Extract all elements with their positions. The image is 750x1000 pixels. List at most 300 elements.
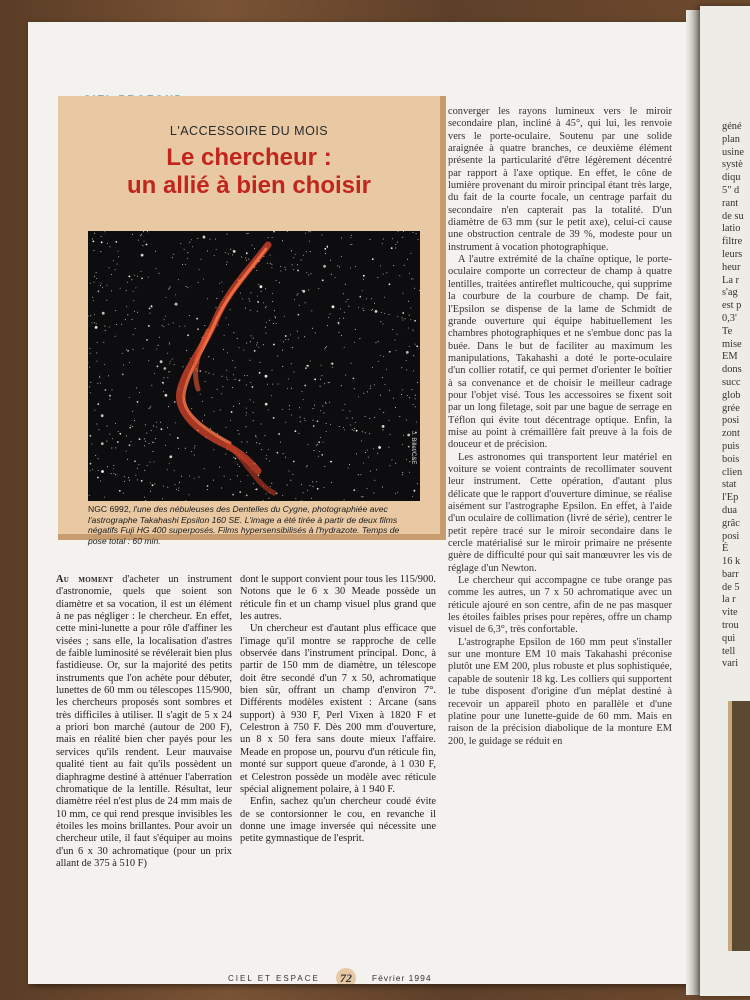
star [230,479,231,480]
star [345,375,346,376]
star [150,407,151,408]
star [393,398,394,399]
star [223,349,224,350]
star [97,383,98,384]
star [132,319,133,320]
star [100,285,101,286]
star [89,348,90,349]
star [232,494,234,496]
star [192,246,193,247]
star [291,250,292,251]
star [315,332,316,333]
star [395,493,396,494]
star [189,494,190,495]
star [263,500,264,501]
star [398,231,399,232]
star [137,479,138,480]
star [194,478,195,479]
star [141,480,143,482]
star [326,431,327,432]
next-page-line: est p [722,300,742,312]
star [348,468,349,469]
star [308,231,309,232]
star [237,338,238,339]
star [137,401,139,403]
star [407,259,408,260]
star [97,342,98,343]
star [241,257,242,258]
star [278,384,279,385]
article-column-2 [240,574,436,846]
star [416,233,417,234]
star [389,434,390,435]
star [402,474,403,475]
star [402,472,403,473]
star [299,407,300,408]
star [324,466,325,467]
star [240,481,241,482]
star [168,324,169,325]
star [133,300,134,301]
star [344,499,345,500]
star [99,376,100,377]
star [207,298,208,299]
star [399,416,400,417]
star [111,448,112,449]
star [316,445,317,446]
star [132,426,133,427]
star [250,382,251,383]
star [397,316,398,317]
star [389,465,390,466]
star [419,290,420,291]
star [362,308,363,309]
star [178,448,179,449]
star [374,480,375,481]
next-page-line: rant [722,197,739,209]
star [406,420,407,421]
star [406,459,407,460]
star [253,483,254,484]
star [306,365,307,366]
star [172,257,173,258]
star [91,322,92,323]
star [372,309,373,310]
star [323,413,324,414]
star [163,377,164,378]
star [150,462,151,463]
star [362,290,363,291]
star [300,421,301,422]
star [389,390,390,391]
next-page-line: puis [722,440,740,452]
star [409,273,410,274]
star [246,260,247,261]
star [163,486,164,487]
star [313,408,314,409]
star [303,492,304,493]
star [125,319,126,320]
star [330,260,331,261]
star [105,389,107,391]
star [408,328,409,329]
star [161,428,163,430]
star [373,448,374,449]
star [397,334,398,335]
star [214,411,215,412]
star [250,360,251,361]
star [382,243,383,244]
star [160,422,161,423]
star [308,366,309,367]
star [308,444,309,445]
star [144,497,145,498]
star [109,267,110,268]
star [265,403,268,406]
star [155,438,156,439]
star [164,319,165,320]
star [200,394,201,395]
star [305,302,306,303]
star [96,272,97,273]
star [115,310,116,311]
star [305,420,306,421]
star [299,305,300,306]
star [406,360,407,361]
star [271,395,272,396]
star [138,240,139,241]
star [147,231,148,232]
star [174,470,175,471]
star [245,258,246,259]
star [227,379,228,380]
star [301,500,302,501]
star [325,253,326,254]
star [365,432,366,433]
star [169,463,170,464]
next-page-line: latio [722,223,741,235]
star [95,326,98,329]
star [247,375,248,376]
star [221,282,222,283]
star [258,347,259,348]
star [146,244,148,246]
star [222,291,223,292]
star [291,388,292,389]
star [175,422,176,423]
star [194,448,195,449]
star [287,485,288,486]
star [366,298,367,299]
star [143,348,144,349]
star [391,247,393,249]
star [134,420,135,421]
star [208,356,209,357]
star [169,342,170,343]
star [341,335,342,336]
star [307,365,309,367]
star [94,322,95,323]
star [332,363,334,365]
star [127,282,128,283]
star [331,482,332,483]
star [228,324,229,325]
star [107,426,108,427]
star [252,245,253,246]
star [332,362,333,363]
star [325,402,326,403]
star [130,425,131,426]
star [256,488,258,490]
star [117,264,118,265]
star [319,451,320,452]
star [203,279,204,280]
star [340,308,341,309]
star [226,264,227,265]
star [348,306,349,307]
star [255,489,256,490]
star [182,366,183,367]
star [297,295,298,296]
star [99,377,100,378]
star [313,486,314,487]
star [151,430,152,431]
star [327,325,328,326]
page-footer [228,968,528,984]
star [275,317,276,318]
star [265,307,266,308]
star [124,476,125,477]
star [280,266,281,267]
star [115,447,116,448]
star [265,288,266,289]
star [137,312,138,313]
star [374,417,375,418]
star [147,465,148,466]
star [267,384,268,385]
star [189,315,190,316]
star [239,347,240,348]
star [118,251,119,252]
star [226,377,227,378]
star [343,318,344,319]
star [207,251,208,252]
star [153,451,154,452]
star [323,265,326,268]
star [402,237,403,238]
star [257,342,258,343]
star [217,389,218,390]
star [374,384,375,385]
star [361,496,362,497]
star [165,297,166,298]
star [329,402,330,403]
star [237,430,238,431]
star [344,404,345,405]
star [326,423,327,424]
star [358,396,359,397]
star [352,429,353,430]
star [227,234,228,235]
star [141,278,143,280]
star [104,326,105,327]
star [233,332,234,333]
star [273,231,275,233]
star [97,424,98,425]
star [178,488,179,489]
star [179,326,180,327]
star [146,433,147,434]
star [413,232,414,233]
star [404,265,405,266]
next-page-line: 16 k [722,556,741,568]
star [218,325,219,326]
star [104,364,105,365]
star [287,388,288,389]
star [142,245,143,246]
star [367,391,368,392]
star [345,284,346,285]
caption-object-id: NGC 6992, [88,504,131,514]
star [148,360,149,361]
star [380,355,381,356]
star [132,411,133,412]
star [363,463,364,464]
star [411,389,412,390]
star [153,461,154,462]
star [178,490,179,491]
next-page-line: heur [722,261,741,273]
star [289,405,290,406]
star [252,386,254,388]
star [331,363,332,364]
star [103,342,104,343]
star [169,363,170,364]
star [285,267,286,268]
star [370,471,371,472]
star [185,448,186,449]
star [249,298,250,299]
star [199,477,200,478]
star [290,334,291,335]
star [170,361,171,362]
star [271,267,272,268]
star [354,342,355,343]
star [356,453,357,454]
star [225,454,226,455]
star [109,399,110,400]
star [230,249,231,250]
next-page-line: zont [722,428,740,440]
star [272,384,273,385]
star [408,301,409,302]
star [285,422,286,423]
star [133,334,134,335]
star [269,498,270,499]
next-page-line: É [722,543,729,555]
star [139,438,141,440]
star [221,393,222,394]
star [101,470,104,473]
star [415,344,416,345]
star [337,265,338,266]
star [314,450,315,451]
footer-date: Février 1994 [371,973,432,983]
star [320,437,321,438]
star [225,252,226,253]
star [383,356,384,357]
star [268,409,269,410]
star [239,491,241,493]
star [207,485,209,487]
star [98,470,99,471]
star [269,461,270,462]
star [169,455,172,458]
star [140,235,141,236]
star [402,317,403,318]
star [402,444,403,445]
star [239,380,241,382]
next-page-line: posi [722,415,740,427]
star [266,458,267,459]
star [312,328,313,329]
star [248,233,249,234]
star [263,302,264,303]
star [253,412,254,413]
star [127,314,128,315]
star [389,314,390,315]
star [247,475,248,476]
next-page-line: glob [722,389,741,401]
star [409,346,410,347]
star [108,375,109,376]
star [153,425,154,426]
next-page-line: vite [722,607,738,619]
star [91,443,92,444]
star [155,251,156,252]
footer-magazine-name: CIEL ET ESPACE [228,973,320,983]
star [322,406,323,407]
star [272,301,273,302]
star [151,305,153,307]
next-page-line: clien [722,466,743,478]
star [272,237,273,238]
column-3-paragraph-2: A l'autre extrémité de la chaîne optique, le porte-oculaire comporte un correcteur de champ à quatre lentilles, traitées antireflet multicouche, qui supprime la courbure de la courbure de champ. De fait, l'Epsilon se dispense de la lame de Schmidt de grande ouverture qui équipe habituellement les chambres photographiques et ne s'embue donc pas la buée. Dans le but de faciliter au maximum les manipulations, Takahashi a doté le porte-oculaire d'un collier rotatif, ce qui permet d'orienter le boîtier à sa convenance et de choisir le meilleur cadrage pour l'objet visé. Tous les accessoires se fixent soit par un long filetage, soit par une bague de serrage en Téflon qui évite tout décentrage optique. Enfin, la mise au point à crémaillère fait preuve à la fois de douceur et de précision. [448,254,672,451]
star [230,420,231,421]
star [119,433,121,435]
star [405,318,406,319]
star [90,315,91,316]
star [245,308,246,309]
star [137,468,138,469]
next-page-line: stat [722,479,737,491]
star [145,500,146,501]
star [144,470,145,471]
star [414,288,415,289]
next-page-line: vari [722,658,739,670]
star [363,393,364,394]
star [95,455,96,456]
star [397,242,398,243]
star [145,441,146,442]
star [384,384,385,385]
star [257,296,258,297]
star [314,405,315,406]
star [378,341,379,342]
star [389,420,390,421]
star [291,363,292,364]
star [318,441,320,443]
